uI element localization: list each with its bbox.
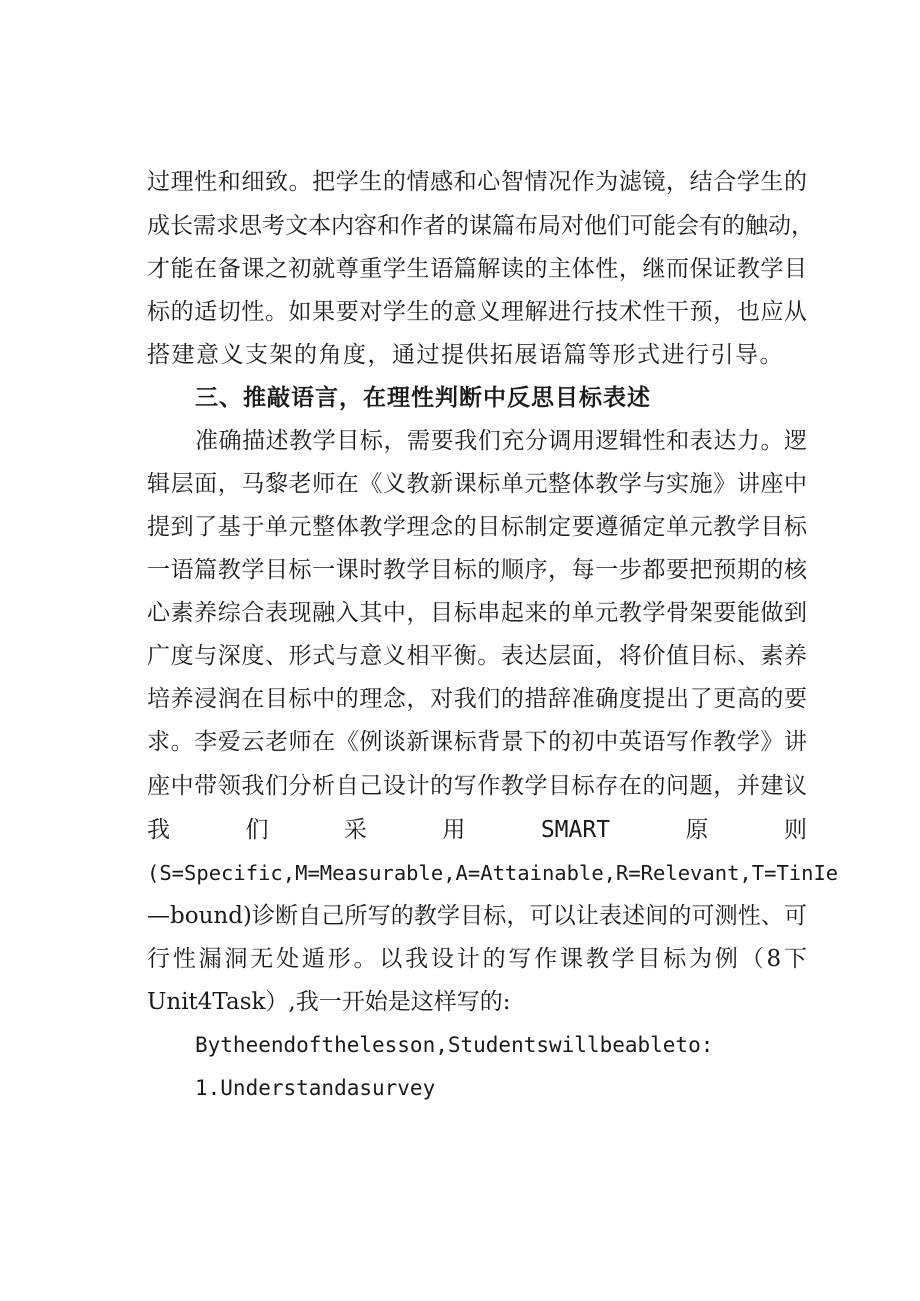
- smart-word: 们: [245, 817, 269, 843]
- paragraph-line: 标的适切性。如果要对学生的意义理解进行技术性干预，也应从: [147, 299, 807, 325]
- paragraph-line: 过理性和细致。把学生的情感和心智情况作为滤镜，结合学生的: [147, 169, 807, 195]
- smart-word: 我: [147, 817, 170, 843]
- paragraph-line: 成长需求思考文本内容和作者的谋篇布局对他们可能会有的触动，: [147, 213, 814, 239]
- paragraph-line: 心素养综合表现融入其中，目标串起来的单元教学骨架要能做到: [147, 600, 807, 626]
- paragraph-line: 搭建意义支架的角度，通过提供拓展语篇等形式进行引导。: [147, 342, 784, 368]
- paragraph-line: 一语篇教学目标一课时教学目标的顺序，每一步都要把预期的核: [147, 557, 807, 583]
- smart-word: SMART: [540, 817, 611, 843]
- paragraph-line: 提到了基于单元整体教学理念的目标制定要遵循定单元教学目标: [147, 514, 807, 540]
- paragraph-line: 才能在备课之初就尊重学生语篇解读的主体性，继而保证教学目: [147, 256, 807, 282]
- smart-word: 则: [783, 817, 807, 843]
- smart-word: 用: [442, 817, 466, 843]
- paragraph-line: 求。李爱云老师在《例谈新课标背景下的初中英语写作教学》讲: [147, 729, 807, 755]
- smart-principle-line: [147, 815, 807, 845]
- paragraph-line: Unit4Task）,我一开始是这样写的:: [147, 989, 511, 1015]
- paragraph-line: 准确描述教学目标，需要我们充分调用逻辑性和表达力。逻: [195, 428, 807, 454]
- example-item: 1.Understandasurvey: [195, 1076, 436, 1100]
- smart-word: 原: [685, 817, 709, 843]
- paragraph-line: 座中带领我们分析自己设计的写作教学目标存在的问题，并建议: [147, 773, 807, 799]
- paragraph-line: —bound)诊断自己所写的教学目标，可以让表述间的可测性、可: [147, 903, 807, 929]
- example-intro: Bytheendofthelesson,Studentswillbeableto:: [195, 1033, 714, 1057]
- paragraph-line: 培养浸润在目标中的理念，对我们的措辞准确度提出了更高的要: [147, 686, 807, 712]
- paragraph-line: 广度与深度、形式与意义相平衡。表达层面，将价值目标、素养: [147, 643, 807, 669]
- smart-expansion-line: (S=Specific,M=Measurable,A=Attainable,R=Relevant,T=TinIe: [147, 861, 839, 885]
- section-heading: 三、推敲语言，在理性判断中反思目标表述: [195, 385, 651, 411]
- smart-word: 采: [343, 817, 367, 843]
- paragraph-line: 行性漏洞无处遁形。以我设计的写作课教学目标为例（8下: [147, 946, 807, 972]
- paragraph-line: 辑层面，马黎老师在《义教新课标单元整体教学与实施》讲座中: [147, 471, 807, 497]
